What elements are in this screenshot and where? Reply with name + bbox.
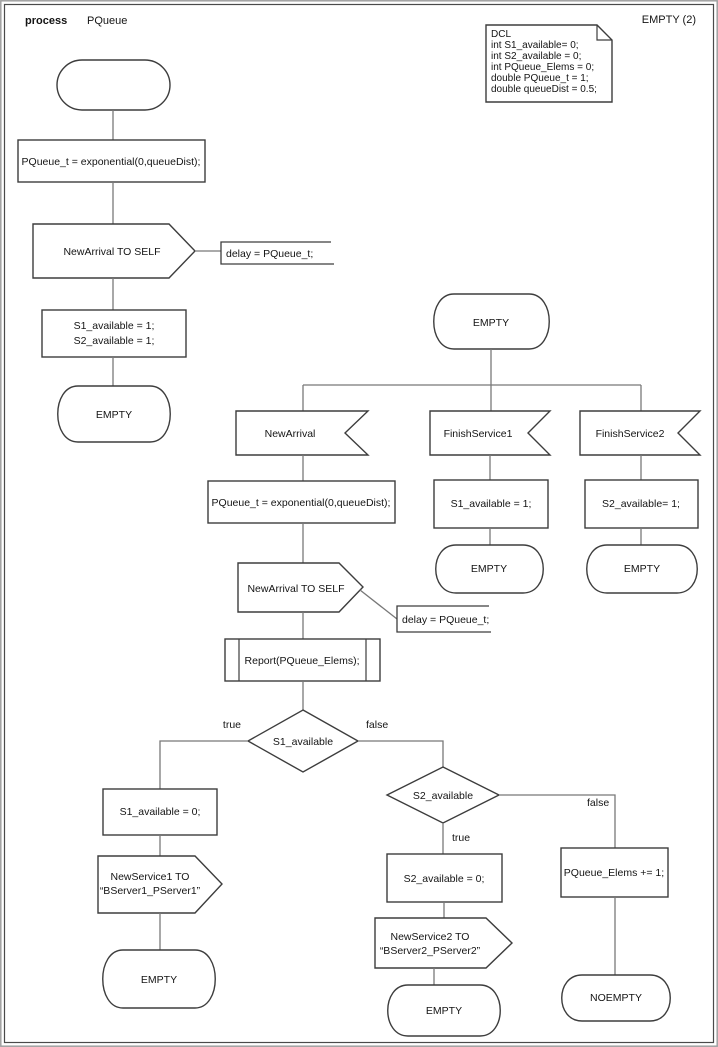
connector [358,741,443,767]
input-newarrival-label: NewArrival [264,428,316,440]
decision-s2-true-label: true [452,832,471,844]
dcl-line: int PQueue_Elems = 0; [491,62,595,73]
nextstate-empty-label: EMPTY [95,409,133,421]
dcl-line: int S1_available= 0; [491,40,579,51]
decision-s1-label: S1_available [272,736,334,748]
process-kind-label: process [25,15,68,27]
task-set-timer-label: PQueue_t = exponential(0,queueDist); [21,156,201,168]
start-symbol[interactable] [57,60,170,110]
task-s1-busy-label: S1_available = 0; [119,806,201,818]
output-newarrival-self-label: NewArrival TO SELF [63,246,161,258]
decision-s1-true-label: true [222,719,241,731]
dcl-line: double PQueue_t = 1; [491,73,589,84]
task-init-line: S2_available = 1; [73,335,155,347]
output-newservice2-line: NewService2 TO [390,931,470,943]
task-s1-free-label: S1_available = 1; [450,498,532,510]
nextstate-empty-label: EMPTY [470,563,508,575]
output-newservice2-line: “BServer2_PServer2” [379,945,481,957]
nextstate-empty-label: EMPTY [140,974,178,986]
decision-s1-false-label: false [366,719,389,731]
output-newservice1-line: “BServer1_PServer1” [99,885,201,897]
task-s2-free-label: S2_available= 1; [602,498,680,510]
decision-s2-label: S2_available [412,790,474,802]
task-queue-increment-label: PQueue_Elems += 1; [563,867,665,879]
output-newservice1-line: NewService1 TO [110,871,190,883]
connector [160,741,248,789]
input-finishservice1-label: FinishService1 [443,428,513,440]
procedure-report-label: Report(PQueue_Elems); [244,655,360,667]
output-newservice2-symbol[interactable] [375,918,512,968]
dcl-line: int S2_available = 0; [491,51,582,62]
task-s2-busy-label: S2_available = 0; [403,873,485,885]
process-name-label: PQueue [87,15,128,27]
delay-note-label: delay = PQueue_t; [402,614,490,626]
delay-note-label: delay = PQueue_t; [226,248,314,260]
task-init-box[interactable] [42,310,186,357]
decision-s2-false-label: false [587,797,610,809]
task-init-line: S1_available = 1; [73,320,155,332]
page-label: EMPTY (2) [641,14,696,26]
dcl-line: DCL [491,29,512,40]
connector [360,590,397,619]
nextstate-empty-label: EMPTY [425,1005,463,1017]
state-empty-label: EMPTY [472,317,510,329]
nextstate-noempty-label: NOEMPTY [590,992,642,1004]
nextstate-empty-label: EMPTY [623,563,661,575]
output-newarrival-self-label: NewArrival TO SELF [247,583,345,595]
task-set-timer-label: PQueue_t = exponential(0,queueDist); [211,497,391,509]
input-finishservice2-label: FinishService2 [595,428,665,440]
dcl-line: double queueDist = 0.5; [491,84,597,95]
